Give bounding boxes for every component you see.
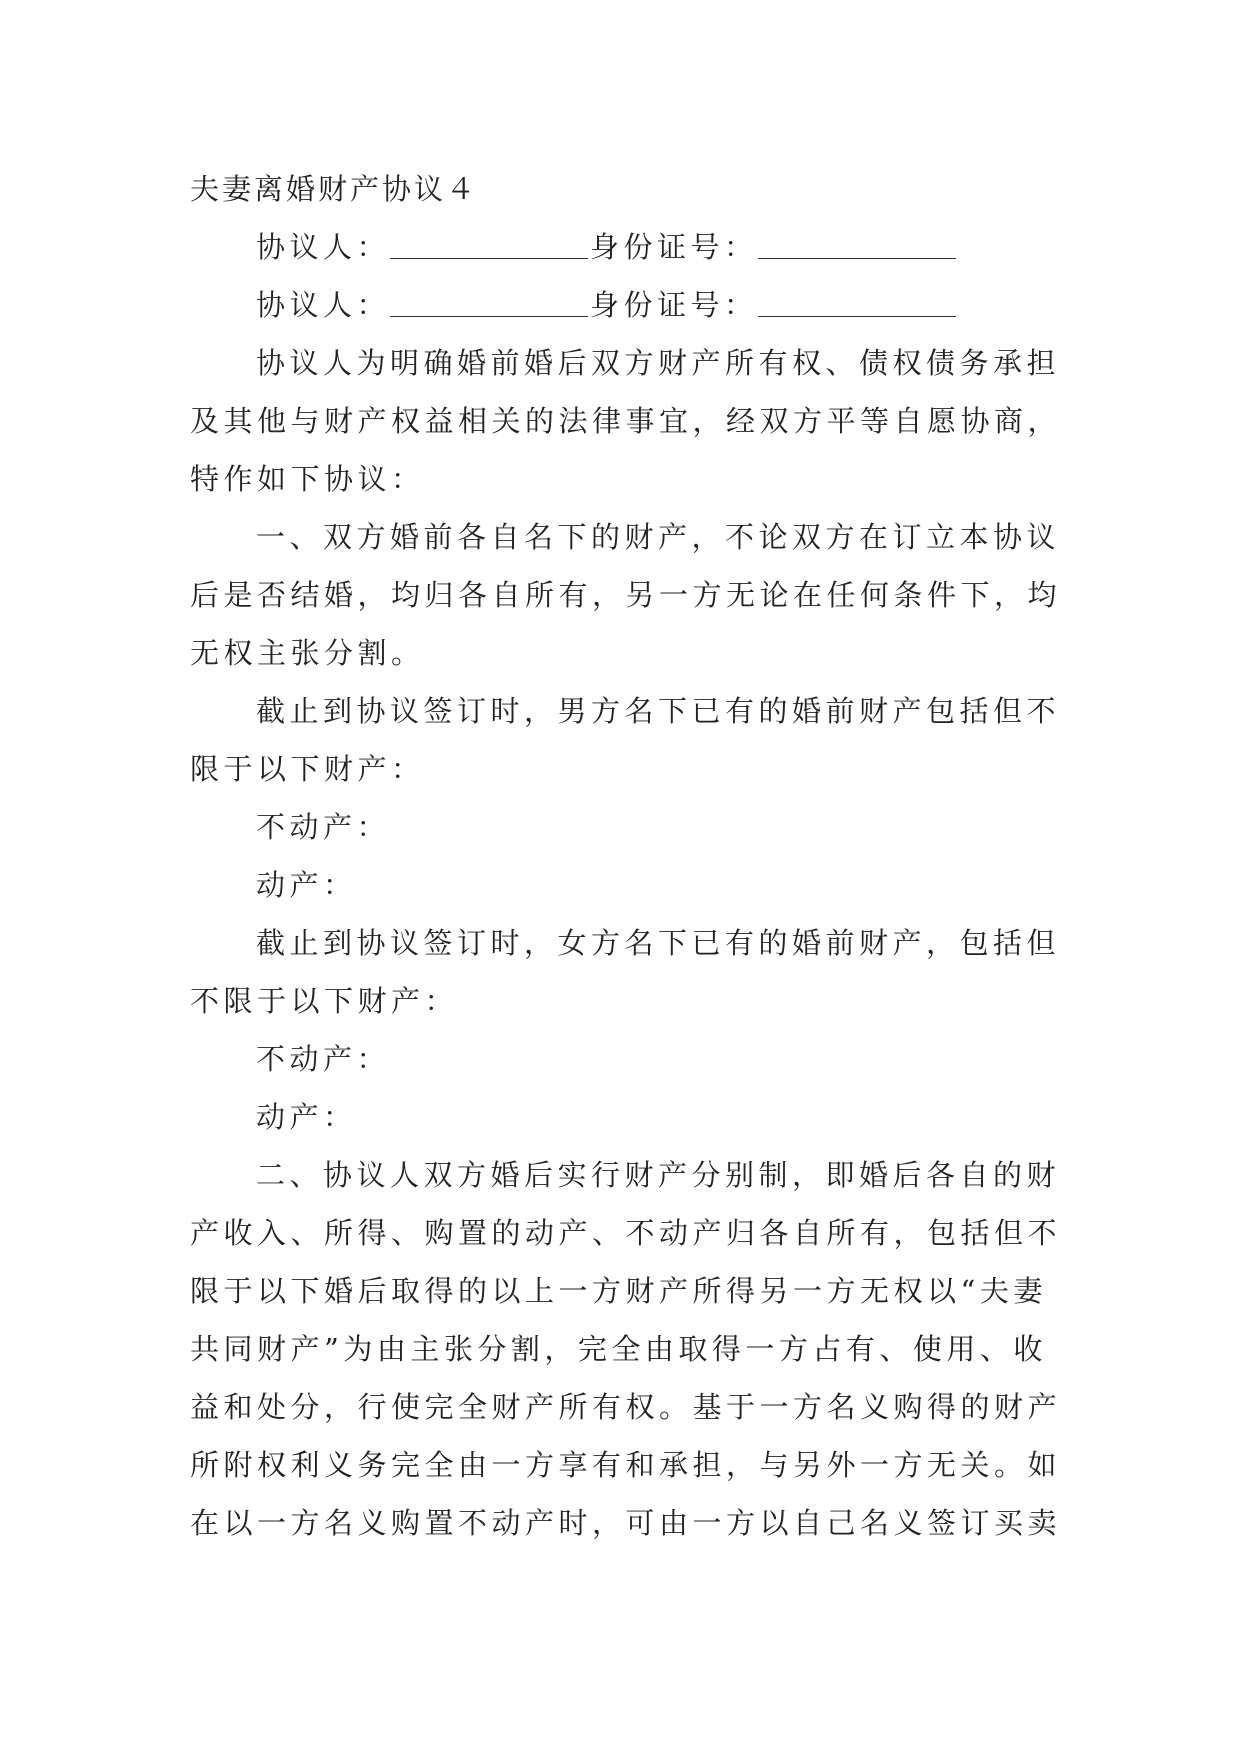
paragraph-line: 无权主张分割。 [190, 636, 425, 670]
paragraph-line: 特作如下协议： [190, 462, 425, 496]
id-number-blank[interactable] [758, 276, 956, 317]
paragraph-line: 共同财产”为由主张分割，完全由取得一方占有、使用、收 [190, 1332, 1047, 1366]
paragraph-line: 所附权利义务完全由一方享有和承担，与另外一方无关。如 [190, 1448, 1062, 1482]
paragraph-line: 一、双方婚前各自名下的财产，不论双方在订立本协议 [256, 520, 1061, 554]
id-number-blank[interactable] [758, 218, 956, 259]
party-line-2 [190, 276, 1070, 334]
paragraph-line: 限于以下财产： [190, 752, 425, 786]
paragraph-line: 截止到协议签订时，男方名下已有的婚前财产包括但不 [256, 694, 1061, 728]
party-name-blank[interactable] [390, 276, 588, 317]
paragraph-line: 不限于以下财产： [190, 984, 459, 1018]
party-name-blank[interactable] [390, 218, 588, 259]
male-movable-label: 动产： [256, 868, 357, 902]
paragraph-line: 及其他与财产权益相关的法律事宜，经双方平等自愿协商， [190, 404, 1062, 438]
paragraph-line: 二、协议人双方婚后实行财产分别制，即婚后各自的财 [256, 1158, 1061, 1192]
paragraph-line: 后是否结婚，均归各自所有，另一方无论在任何条件下，均 [190, 578, 1062, 612]
id-label: 身份证号： [590, 230, 758, 264]
document-body [190, 160, 1070, 1552]
party-line-1 [190, 218, 1070, 276]
paragraph-line: 限于以下婚后取得的以上一方财产所得另一方无权以“夫妻 [190, 1274, 1047, 1308]
paragraph-line: 益和处分，行使完全财产所有权。基于一方名义购得的财产 [190, 1390, 1062, 1424]
paragraph-line: 产收入、所得、购置的动产、不动产归各自所有，包括但不 [190, 1216, 1062, 1250]
paragraph-line: 截止到协议签订时，女方名下已有的婚前财产，包括但 [256, 926, 1061, 960]
id-label: 身份证号： [590, 288, 758, 322]
document-title: 夫妻离婚财产协议４ [190, 172, 479, 206]
party-label: 协议人： [256, 230, 391, 264]
female-real-estate-label: 不动产： [256, 1042, 391, 1076]
paragraph-line: 在以一方名义购置不动产时，可由一方以自己名义签订买卖 [190, 1506, 1062, 1540]
male-real-estate-label: 不动产： [256, 810, 391, 844]
paragraph-line: 协议人为明确婚前婚后双方财产所有权、债权债务承担 [256, 346, 1061, 380]
party-label: 协议人： [256, 288, 391, 322]
female-movable-label: 动产： [256, 1100, 357, 1134]
